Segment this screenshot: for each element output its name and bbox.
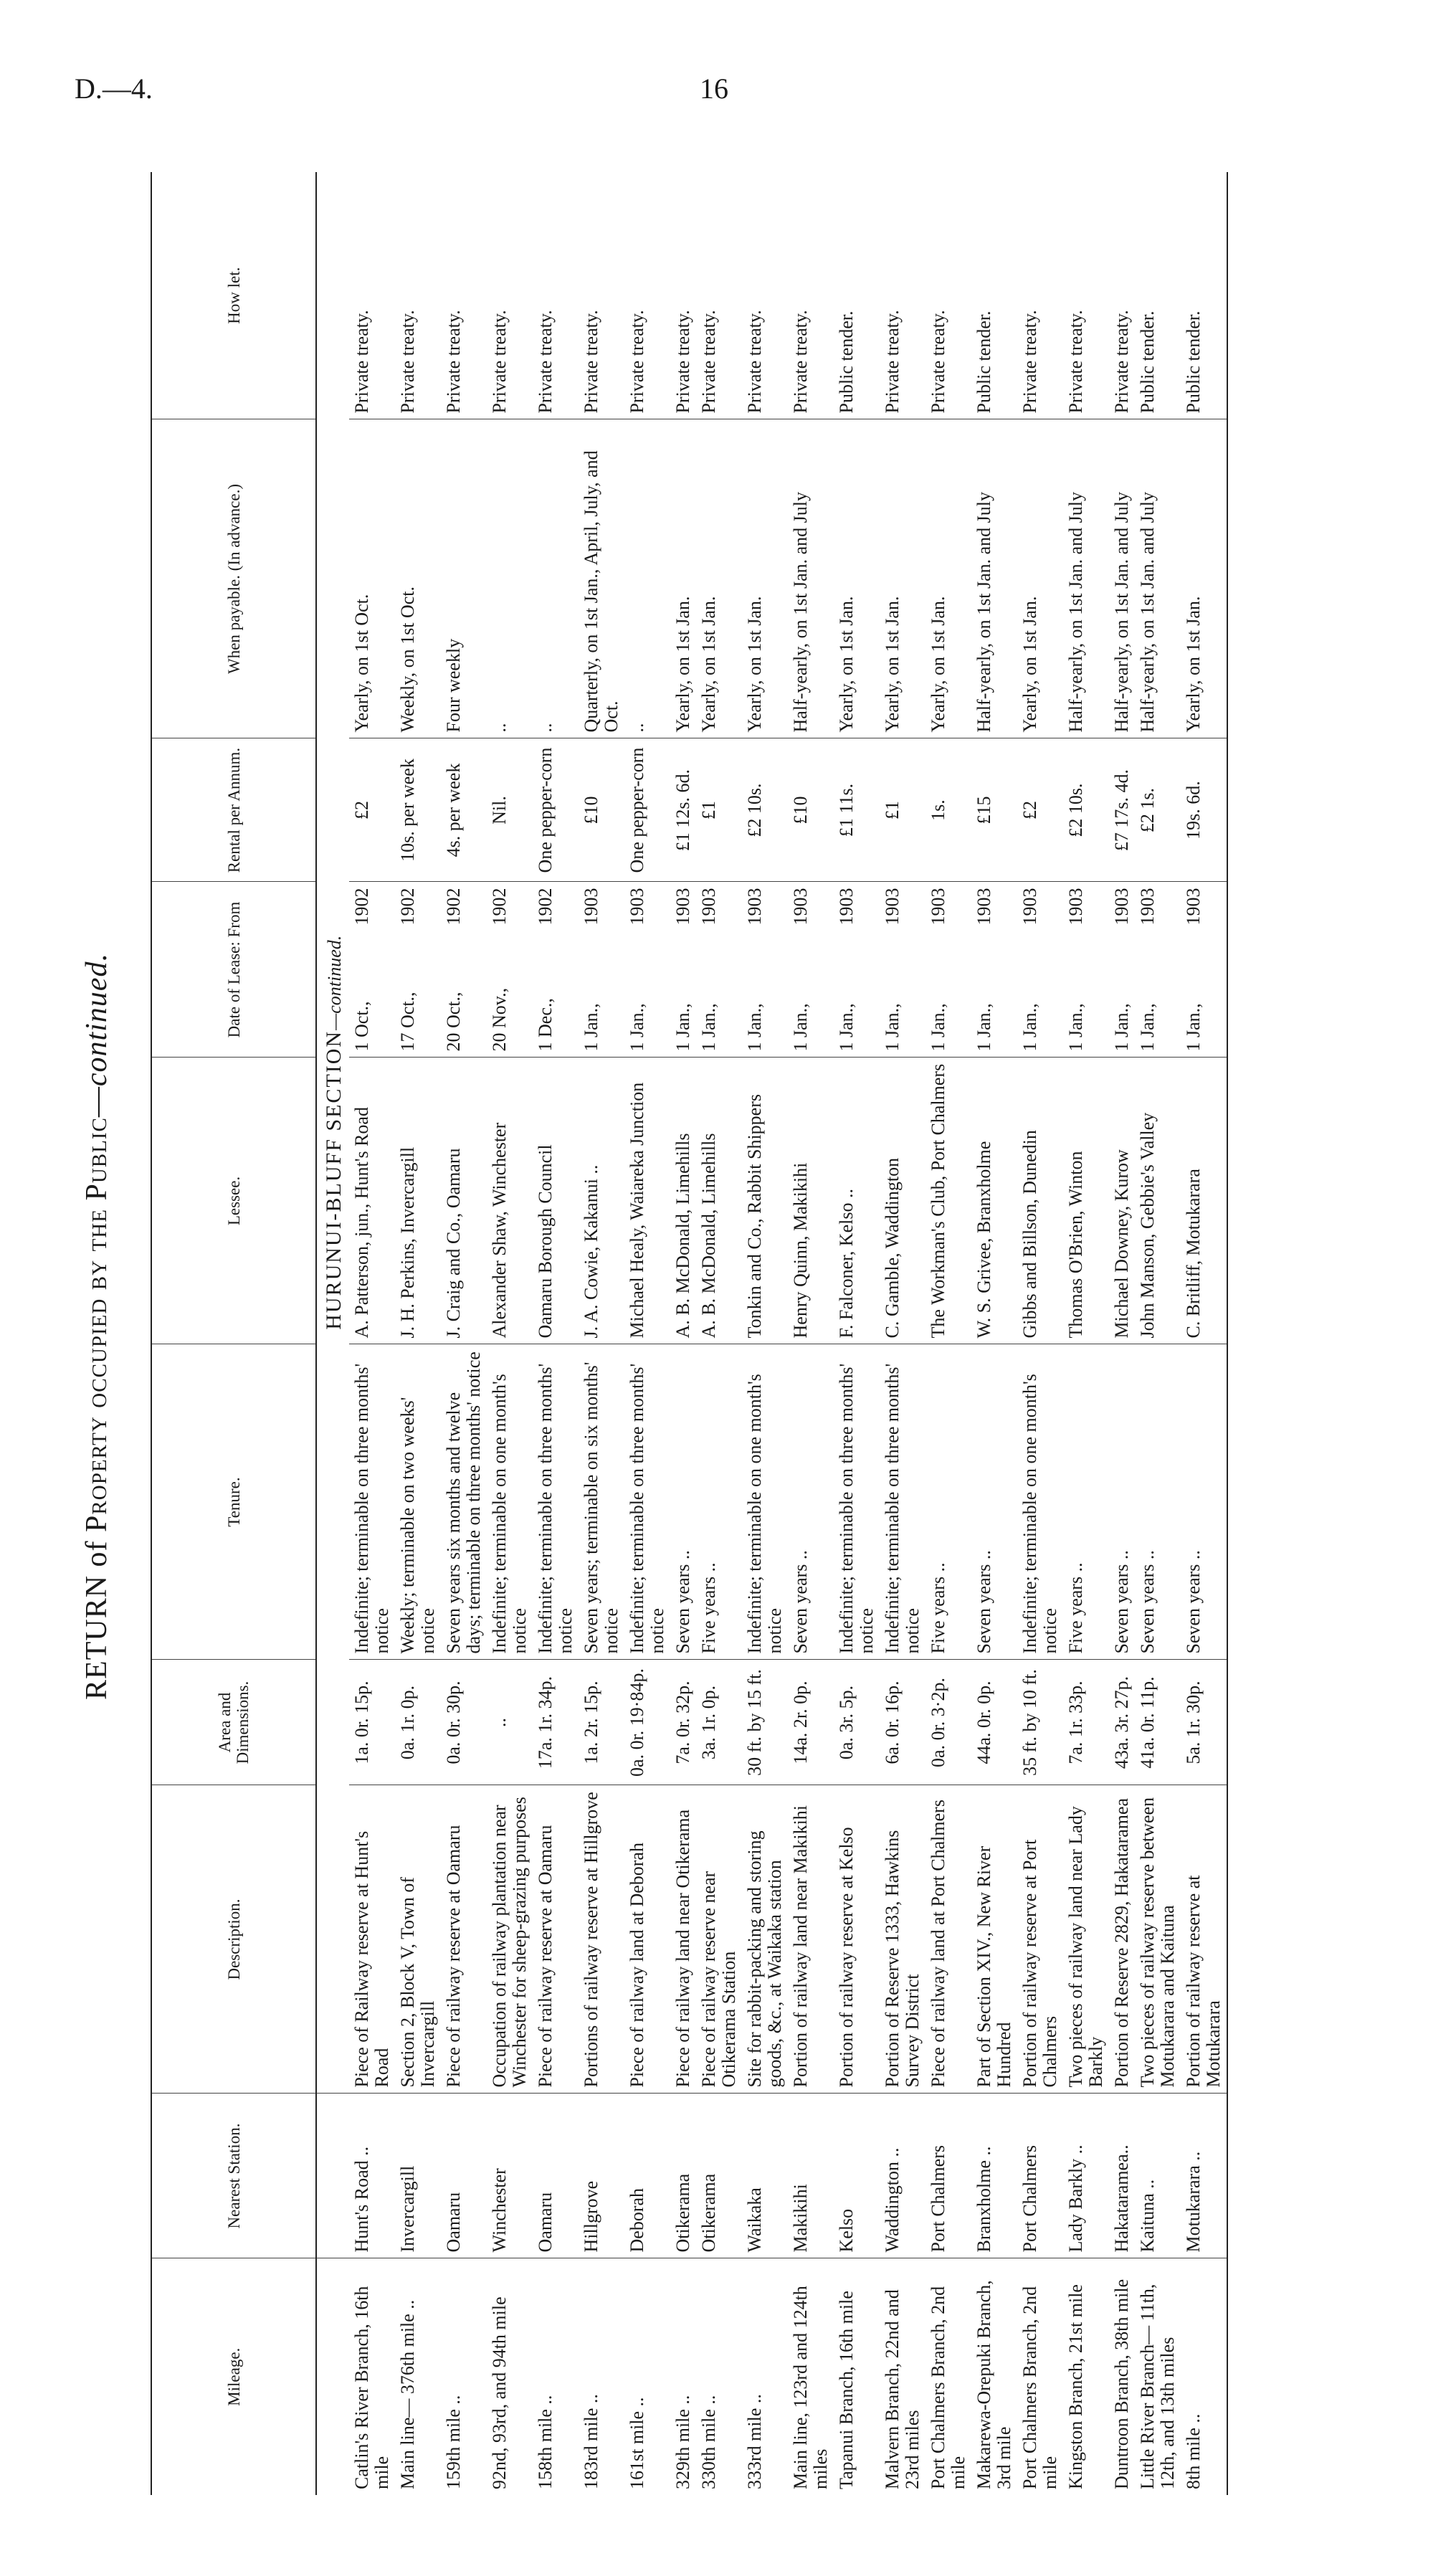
station-cell: Invercargill <box>395 2094 441 2258</box>
date-from: 1 Jan., <box>1137 1003 1158 1052</box>
rotated-page-content <box>72 100 1405 2552</box>
howlet-cell: Private treaty. <box>696 172 742 419</box>
station-cell: Port Chalmers <box>926 2094 971 2258</box>
table-row <box>533 172 579 2495</box>
col-header-howlet: How let. <box>151 172 316 419</box>
description-cell: Two pieces of railway land near Lady Barkly <box>1063 1785 1109 2094</box>
table-row <box>670 172 696 2495</box>
date-year: 1903 <box>790 888 811 926</box>
date-from: 20 Oct., <box>443 992 464 1052</box>
table-row <box>742 172 788 2495</box>
description-cell: Piece of railway land at Deborah <box>624 1785 670 2094</box>
tenure-cell: Indefinite; terminable on one month's notice <box>742 1344 788 1660</box>
payable-cell: Half-yearly, on 1st Jan. and July <box>1063 419 1109 738</box>
date-year: 1903 <box>974 888 994 926</box>
date-year: 1902 <box>489 888 510 926</box>
tenure-cell: Seven years six months and twelve days; terminable on three months' notice <box>441 1344 487 1660</box>
tenure-cell: Seven years; terminable on six months' notice <box>579 1344 624 1660</box>
payable-cell: Four weekly <box>441 419 487 738</box>
table-row <box>624 172 670 2495</box>
table-row <box>579 172 624 2495</box>
mileage-cell: 161st mile .. <box>627 2397 647 2489</box>
date-cell <box>696 882 742 1058</box>
mileage-cell: Little River Branch— 11th, 12th, and 13th miles <box>1137 2284 1178 2489</box>
area-cell: 30 ft. by 15 ft. <box>742 1660 788 1785</box>
payable-cell: Yearly, on 1st Jan. <box>1181 419 1227 738</box>
date-cell <box>1109 882 1135 1058</box>
date-from: 1 Jan., <box>882 1003 903 1052</box>
table-row <box>1109 172 1135 2495</box>
date-year: 1903 <box>1111 888 1132 926</box>
table-row <box>1017 172 1063 2495</box>
howlet-cell: Private treaty. <box>395 172 441 419</box>
description-cell: Piece of railway land at Port Chalmers <box>926 1785 971 2094</box>
description-cell: Portion of railway land near Makikihi <box>788 1785 834 2094</box>
description-cell: Piece of railway reserve at Oamaru <box>441 1785 487 2094</box>
lessee-cell: Oamaru Borough Council <box>533 1058 579 1344</box>
lessee-cell: Alexander Shaw, Winchester <box>487 1058 533 1344</box>
rental-cell: £1 <box>696 738 742 882</box>
howlet-cell: Private treaty. <box>788 172 834 419</box>
station-cell: Otikerama <box>696 2094 742 2258</box>
date-year: 1903 <box>1183 888 1204 926</box>
lessee-cell: Michael Downey, Kurow <box>1109 1058 1135 1344</box>
rental-cell: £7 17s. 4d. <box>1109 738 1135 882</box>
payable-cell: Yearly, on 1st Jan. <box>834 419 880 738</box>
mileage-cell: Port Chalmers Branch, 2nd mile <box>928 2286 969 2489</box>
section-name: HURUNUI-BLUFF SECTION <box>322 1030 346 1330</box>
section-heading <box>316 172 349 2094</box>
area-cell: 6a. 0r. 16p. <box>880 1660 926 1785</box>
col-header-lessee: Lessee. <box>151 1058 316 1344</box>
area-cell: 1a. 0r. 15p. <box>349 1660 395 1785</box>
date-from: 1 Jan., <box>581 1003 601 1052</box>
lessee-cell: C. Britliff, Motukarara <box>1181 1058 1227 1344</box>
date-cell <box>533 882 579 1058</box>
payable-cell: Half-yearly, on 1st Jan. and July <box>971 419 1017 738</box>
station-cell: Winchester <box>487 2094 533 2258</box>
date-year: 1903 <box>1137 888 1158 926</box>
mileage-cell: 333rd mile .. <box>744 2394 765 2489</box>
col-header-tenure: Tenure. <box>151 1344 316 1660</box>
mileage-cell: Kingston Branch, 21st mile <box>1065 2284 1086 2489</box>
area-cell: 43a. 3r. 27p. <box>1109 1660 1135 1785</box>
rental-cell: £1 11s. <box>834 738 880 882</box>
table-row <box>971 172 1017 2495</box>
lessee-cell: John Manson, Gebbie's Valley <box>1135 1058 1181 1344</box>
tenure-cell: Indefinite; terminable on one month's notice <box>487 1344 533 1660</box>
col-header-area: Area and Dimensions. <box>151 1660 316 1785</box>
howlet-cell: Private treaty. <box>742 172 788 419</box>
payable-cell: .. <box>624 419 670 738</box>
description-cell: Section 2, Block V, Town of Invercargill <box>395 1785 441 2094</box>
rental-cell: £2 1s. <box>1135 738 1181 882</box>
lessee-cell: Henry Quinn, Makikihi <box>788 1058 834 1344</box>
area-cell: .. <box>487 1660 533 1785</box>
lessee-cell: J. Craig and Co., Oamaru <box>441 1058 487 1344</box>
date-cell <box>1017 882 1063 1058</box>
howlet-cell: Private treaty. <box>349 172 395 419</box>
description-cell: Occupation of railway plantation near Winchester for sheep-grazing purposes <box>487 1785 533 2094</box>
tenure-cell: Indefinite; terminable on three months' notice <box>533 1344 579 1660</box>
date-cell <box>834 882 880 1058</box>
mileage-cell: 158th mile .. <box>535 2395 556 2489</box>
table-row <box>880 172 926 2495</box>
rental-cell: £2 <box>1017 738 1063 882</box>
tenure-cell: Indefinite; terminable on three months' notice <box>834 1344 880 1660</box>
area-cell: 7a. 1r. 33p. <box>1063 1660 1109 1785</box>
rental-cell: £15 <box>971 738 1017 882</box>
date-year: 1902 <box>351 888 372 926</box>
date-from: 1 Jan., <box>627 1003 647 1052</box>
date-year: 1903 <box>744 888 765 926</box>
document-title <box>72 100 122 2552</box>
tenure-cell: Five years .. <box>696 1344 742 1660</box>
date-from: 1 Oct., <box>351 1001 372 1052</box>
rental-cell: 4s. per week <box>441 738 487 882</box>
station-cell: Waikaka <box>742 2094 788 2258</box>
howlet-cell: Public tender. <box>971 172 1017 419</box>
station-cell: Kelso <box>834 2094 880 2258</box>
area-cell: 0a. 0r. 3·2p. <box>926 1660 971 1785</box>
lessee-cell: Thomas O'Brien, Winton <box>1063 1058 1109 1344</box>
mileage-cell: 330th mile .. <box>698 2395 719 2489</box>
howlet-cell: Private treaty. <box>880 172 926 419</box>
date-from: 1 Jan., <box>698 1003 719 1052</box>
lessee-cell: F. Falconer, Kelso .. <box>834 1058 880 1344</box>
mileage-cell: 159th mile .. <box>443 2395 464 2489</box>
date-year: 1902 <box>535 888 556 926</box>
payable-cell: Half-yearly, on 1st Jan. and July <box>1135 419 1181 738</box>
col-header-description: Description. <box>151 1785 316 2094</box>
area-cell: 17a. 1r. 34p. <box>533 1660 579 1785</box>
howlet-cell: Private treaty. <box>579 172 624 419</box>
description-cell: Portion of Reserve 1333, Hawkins Survey District <box>880 1785 926 2094</box>
payable-cell: .. <box>487 419 533 738</box>
table-row <box>487 172 533 2495</box>
payable-cell: Quarterly, on 1st Jan., April, July, and Oct. <box>579 419 624 738</box>
payable-cell: Yearly, on 1st Jan. <box>696 419 742 738</box>
description-cell: Portion of railway reserve at Kelso <box>834 1785 880 2094</box>
lessee-cell: The Workman's Club, Port Chalmers <box>926 1058 971 1344</box>
lessee-cell: Tonkin and Co., Rabbit Shippers <box>742 1058 788 1344</box>
howlet-cell: Public tender. <box>834 172 880 419</box>
date-cell <box>395 882 441 1058</box>
col-header-station: Nearest Station. <box>151 2094 316 2258</box>
description-cell: Part of Section XIV., New River Hundred <box>971 1785 1017 2094</box>
date-year: 1903 <box>1019 888 1040 926</box>
section-continued: —continued. <box>324 935 345 1030</box>
payable-cell: .. <box>533 419 579 738</box>
date-year: 1903 <box>928 888 948 926</box>
howlet-cell: Private treaty. <box>1063 172 1109 419</box>
lessee-cell: A. B. McDonald, Limehills <box>696 1058 742 1344</box>
date-from: 20 Nov., <box>489 987 510 1052</box>
date-year: 1903 <box>1065 888 1086 926</box>
date-from: 1 Dec., <box>535 998 556 1052</box>
col-header-rental: Rental per Annum. <box>151 738 316 882</box>
mileage-cell: 183rd mile .. <box>581 2394 601 2489</box>
lessee-cell: J. H. Perkins, Invercargill <box>395 1058 441 1344</box>
tenure-cell: Indefinite; terminable on one month's notice <box>1017 1344 1063 1660</box>
table-row <box>1135 172 1181 2495</box>
date-year: 1903 <box>627 888 647 926</box>
date-cell <box>742 882 788 1058</box>
table-row <box>1181 172 1227 2495</box>
date-from: 1 Jan., <box>744 1003 765 1052</box>
payable-cell: Yearly, on 1st Jan. <box>670 419 696 738</box>
rental-cell: £1 12s. 6d. <box>670 738 696 882</box>
area-cell: 35 ft. by 10 ft. <box>1017 1660 1063 1785</box>
tenure-cell: Seven years .. <box>670 1344 696 1660</box>
mileage-cell: Makarewa-Orepuki Branch, 3rd mile <box>974 2280 1014 2489</box>
description-cell: Portion of railway reserve at Motukarara <box>1181 1785 1227 2094</box>
title-smallcaps: Property occupied by the Public <box>80 1117 113 1532</box>
date-year: 1903 <box>581 888 601 926</box>
area-cell: 14a. 2r. 0p. <box>788 1660 834 1785</box>
tenure-cell: Seven years .. <box>1181 1344 1227 1660</box>
date-cell <box>880 882 926 1058</box>
rental-cell: £2 <box>349 738 395 882</box>
date-year: 1903 <box>836 888 857 926</box>
description-cell: Piece of railway reserve near Otikerama Station <box>696 1785 742 2094</box>
tenure-cell: Seven years .. <box>1109 1344 1135 1660</box>
col-header-mileage: Mileage. <box>151 2258 316 2495</box>
mileage-cell: 92nd, 93rd, and 94th mile <box>489 2296 510 2489</box>
station-cell: Port Chalmers <box>1017 2094 1063 2258</box>
lessee-cell: Gibbs and Billson, Dunedin <box>1017 1058 1063 1344</box>
date-cell <box>670 882 696 1058</box>
tenure-cell: Seven years .. <box>1135 1344 1181 1660</box>
date-from: 1 Jan., <box>1183 1003 1204 1052</box>
date-from: 1 Jan., <box>836 1003 857 1052</box>
mileage-cell: Main line, 123rd and 124th miles <box>790 2286 831 2489</box>
tenure-cell: Indefinite; terminable on three months' notice <box>880 1344 926 1660</box>
area-cell: 5a. 1r. 30p. <box>1181 1660 1227 1785</box>
date-cell <box>971 882 1017 1058</box>
page-header <box>0 0 1456 115</box>
date-cell <box>487 882 533 1058</box>
howlet-cell: Private treaty. <box>487 172 533 419</box>
payable-cell: Weekly, on 1st Oct. <box>395 419 441 738</box>
rental-cell: 19s. 6d. <box>1181 738 1227 882</box>
rental-cell: £10 <box>788 738 834 882</box>
station-cell: Kaituna .. <box>1135 2094 1181 2258</box>
howlet-cell: Private treaty. <box>670 172 696 419</box>
payable-cell: Half-yearly, on 1st Jan. and July <box>788 419 834 738</box>
rental-cell: £2 10s. <box>1063 738 1109 882</box>
rental-cell: £10 <box>579 738 624 882</box>
rental-cell: £2 10s. <box>742 738 788 882</box>
area-cell: 3a. 1r. 0p. <box>696 1660 742 1785</box>
mileage-cell: Tapanui Branch, 16th mile <box>836 2291 857 2489</box>
area-cell: 41a. 0r. 11p. <box>1135 1660 1181 1785</box>
table-row <box>834 172 880 2495</box>
station-cell: Branxholme .. <box>971 2094 1017 2258</box>
lessee-cell: J. A. Cowie, Kakanui .. <box>579 1058 624 1344</box>
date-from: 17 Oct., <box>397 992 418 1052</box>
howlet-cell: Private treaty. <box>1017 172 1063 419</box>
date-from: 1 Jan., <box>790 1003 811 1052</box>
description-cell: Piece of Railway reserve at Hunt's Road <box>349 1785 395 2094</box>
date-year: 1902 <box>443 888 464 926</box>
date-cell <box>441 882 487 1058</box>
col-header-payable: When payable. (In advance.) <box>151 419 316 738</box>
rental-cell: One pepper-corn <box>533 738 579 882</box>
area-cell: 44a. 0r. 0p. <box>971 1660 1017 1785</box>
howlet-cell: Private treaty. <box>533 172 579 419</box>
date-cell <box>1181 882 1227 1058</box>
rental-cell: 10s. per week <box>395 738 441 882</box>
section-heading-row <box>316 172 349 2495</box>
station-cell: Deborah <box>624 2094 670 2258</box>
tenure-cell: Seven years .. <box>788 1344 834 1660</box>
payable-cell: Yearly, on 1st Jan. <box>926 419 971 738</box>
payable-cell: Half-yearly, on 1st Jan. and July <box>1109 419 1135 738</box>
mileage-cell: Port Chalmers Branch, 2nd mile <box>1019 2286 1060 2489</box>
mileage-cell: 8th mile .. <box>1181 2258 1227 2495</box>
date-from: 1 Jan., <box>672 1003 693 1052</box>
mileage-cell: Main line— 376th mile .. <box>397 2299 418 2489</box>
howlet-cell: Private treaty. <box>926 172 971 419</box>
tenure-cell: Indefinite; terminable on three months' notice <box>624 1344 670 1660</box>
area-cell: 7a. 0r. 32p. <box>670 1660 696 1785</box>
station-cell: Otikerama <box>670 2094 696 2258</box>
lessee-cell: W. S. Grivee, Branxholme <box>971 1058 1017 1344</box>
station-cell: Hunt's Road .. <box>349 2094 395 2258</box>
station-cell: Motukarara .. <box>1181 2094 1227 2258</box>
description-cell: Portion of railway reserve at Port Chalmers <box>1017 1785 1063 2094</box>
station-cell: Lady Barkly .. <box>1063 2094 1109 2258</box>
tenure-cell: Indefinite; terminable on three months' notice <box>349 1344 395 1660</box>
howlet-cell: Public tender. <box>1181 172 1227 419</box>
lessee-cell: A. B. McDonald, Limehills <box>670 1058 696 1344</box>
title-dash: — <box>80 1086 113 1118</box>
table-row <box>441 172 487 2495</box>
area-cell: 1a. 2r. 15p. <box>579 1660 624 1785</box>
payable-cell: Yearly, on 1st Oct. <box>349 419 395 738</box>
howlet-cell: Private treaty. <box>1109 172 1135 419</box>
description-cell: Portion of Reserve 2829, Hakataramea <box>1109 1785 1135 2094</box>
col-header-date: Date of Lease: From <box>151 882 316 1058</box>
tenure-cell: Weekly; terminable on two weeks' notice <box>395 1344 441 1660</box>
description-cell: Piece of railway reserve at Oamaru <box>533 1785 579 2094</box>
header-row <box>151 172 316 2495</box>
description-cell: Portions of railway reserve at Hillgrove <box>579 1785 624 2094</box>
station-cell: Oamaru <box>441 2094 487 2258</box>
station-cell: Hakataramea.. <box>1109 2094 1135 2258</box>
date-cell <box>624 882 670 1058</box>
table-row <box>395 172 441 2495</box>
mileage-cell: Catlin's River Branch, 16th mile <box>351 2286 392 2489</box>
area-cell: 0a. 1r. 0p. <box>395 1660 441 1785</box>
date-from: 1 Jan., <box>1111 1003 1132 1052</box>
date-year: 1903 <box>698 888 719 926</box>
property-return-table <box>151 172 1228 2495</box>
table-row <box>926 172 971 2495</box>
date-cell <box>1135 882 1181 1058</box>
rental-cell: Nil. <box>487 738 533 882</box>
table-row <box>349 172 395 2495</box>
mileage-cell: Malvern Branch, 22nd and 23rd miles <box>882 2289 923 2489</box>
title-continued: continued. <box>80 953 113 1087</box>
mileage-cell: Duntroon Branch, 38th mile <box>1111 2278 1132 2489</box>
table-row <box>1063 172 1109 2495</box>
date-cell <box>788 882 834 1058</box>
date-cell <box>1063 882 1109 1058</box>
howlet-cell: Public tender. <box>1135 172 1181 419</box>
lessee-cell: C. Gamble, Waddington <box>880 1058 926 1344</box>
station-cell: Hillgrove <box>579 2094 624 2258</box>
station-cell: Waddington .. <box>880 2094 926 2258</box>
table-row <box>788 172 834 2495</box>
document-code: D.—4. <box>75 72 153 105</box>
tenure-cell: Five years .. <box>1063 1344 1109 1660</box>
date-year: 1903 <box>672 888 693 926</box>
tenure-cell: Five years .. <box>926 1344 971 1660</box>
station-cell: Makikihi <box>788 2094 834 2258</box>
payable-cell: Yearly, on 1st Jan. <box>1017 419 1063 738</box>
date-year: 1903 <box>882 888 903 926</box>
payable-cell: Yearly, on 1st Jan. <box>742 419 788 738</box>
date-cell <box>579 882 624 1058</box>
area-cell: 0a. 0r. 19·84p. <box>624 1660 670 1785</box>
rental-cell: One pepper-corn <box>624 738 670 882</box>
lessee-cell: Michael Healy, Waiareka Junction <box>624 1058 670 1344</box>
table-row <box>696 172 742 2495</box>
lessee-cell: A. Patterson, jun., Hunt's Road <box>349 1058 395 1344</box>
rental-cell: £1 <box>880 738 926 882</box>
date-cell <box>349 882 395 1058</box>
description-cell: Site for rabbit-packing and storing goods, &c., at Waikaka station <box>742 1785 788 2094</box>
date-from: 1 Jan., <box>1065 1003 1086 1052</box>
date-year: 1902 <box>397 888 418 926</box>
date-cell <box>926 882 971 1058</box>
area-cell: 0a. 0r. 30p. <box>441 1660 487 1785</box>
description-cell: Piece of railway land near Otikerama <box>670 1785 696 2094</box>
station-cell: Oamaru <box>533 2094 579 2258</box>
payable-cell: Yearly, on 1st Jan. <box>880 419 926 738</box>
title-lead: RETURN of <box>80 1531 113 1700</box>
howlet-cell: Private treaty. <box>624 172 670 419</box>
howlet-cell: Private treaty. <box>441 172 487 419</box>
tenure-cell: Seven years .. <box>971 1344 1017 1660</box>
rental-cell: 1s. <box>926 738 971 882</box>
date-from: 1 Jan., <box>974 1003 994 1052</box>
date-from: 1 Jan., <box>1019 1003 1040 1052</box>
description-cell: Two pieces of railway reserve between Motukarara and Kaituna <box>1135 1785 1181 2094</box>
mileage-cell: 329th mile .. <box>672 2395 693 2489</box>
page-number: 16 <box>700 72 728 105</box>
area-cell: 0a. 3r. 5p. <box>834 1660 880 1785</box>
date-from: 1 Jan., <box>928 1003 948 1052</box>
